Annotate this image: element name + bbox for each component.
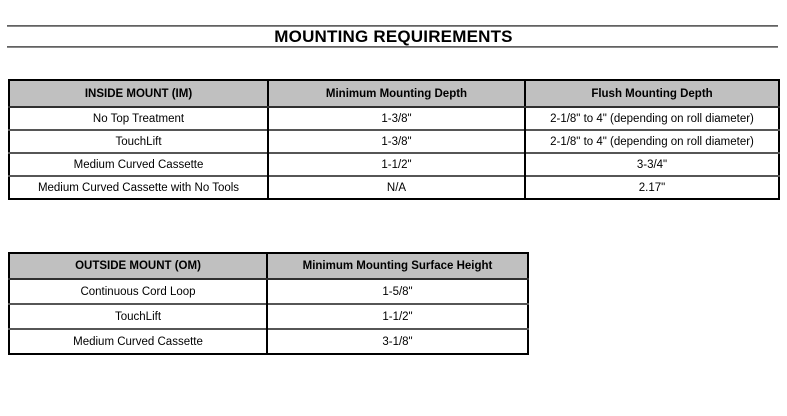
column-header-flush-mounting-depth: Flush Mounting Depth: [525, 80, 779, 107]
column-header-min-mounting-surface-height: Minimum Mounting Surface Height: [267, 253, 528, 279]
table-cell: 1-5/8": [267, 279, 528, 304]
table-cell: 2-1/8" to 4" (depending on roll diameter): [525, 107, 779, 130]
table-row: [9, 279, 528, 304]
table-cell: TouchLift: [9, 304, 267, 329]
table-row: [9, 130, 779, 153]
table-cell: 1-1/2": [267, 304, 528, 329]
outside-mount-table: [8, 252, 529, 355]
table-cell: 1-1/2": [268, 153, 525, 176]
table-cell: Medium Curved Cassette: [9, 153, 268, 176]
table-cell: 1-3/8": [268, 107, 525, 130]
table-row: [9, 107, 779, 130]
title-rule-bottom: [7, 46, 778, 48]
page-title: MOUNTING REQUIREMENTS: [274, 27, 513, 46]
table-row: [9, 176, 779, 199]
table-row: [9, 329, 528, 354]
table-cell: 2-1/8" to 4" (depending on roll diameter): [525, 130, 779, 153]
table-header-row: [9, 80, 779, 107]
table-cell: TouchLift: [9, 130, 268, 153]
column-header-inside-mount: INSIDE MOUNT (IM): [9, 80, 268, 107]
table-cell: 2.17": [525, 176, 779, 199]
column-header-min-mounting-depth: Minimum Mounting Depth: [268, 80, 525, 107]
table-cell: 1-3/8": [268, 130, 525, 153]
table-cell: Continuous Cord Loop: [9, 279, 267, 304]
table-cell: Medium Curved Cassette: [9, 329, 267, 354]
table-row: [9, 304, 528, 329]
inside-mount-table: [8, 79, 780, 200]
table-cell: N/A: [268, 176, 525, 199]
table-row: [9, 153, 779, 176]
table-cell: No Top Treatment: [9, 107, 268, 130]
table-cell: 3-3/4": [525, 153, 779, 176]
table-cell: Medium Curved Cassette with No Tools: [9, 176, 268, 199]
table-cell: 3-1/8": [267, 329, 528, 354]
column-header-outside-mount: OUTSIDE MOUNT (OM): [9, 253, 267, 279]
table-header-row: [9, 253, 528, 279]
